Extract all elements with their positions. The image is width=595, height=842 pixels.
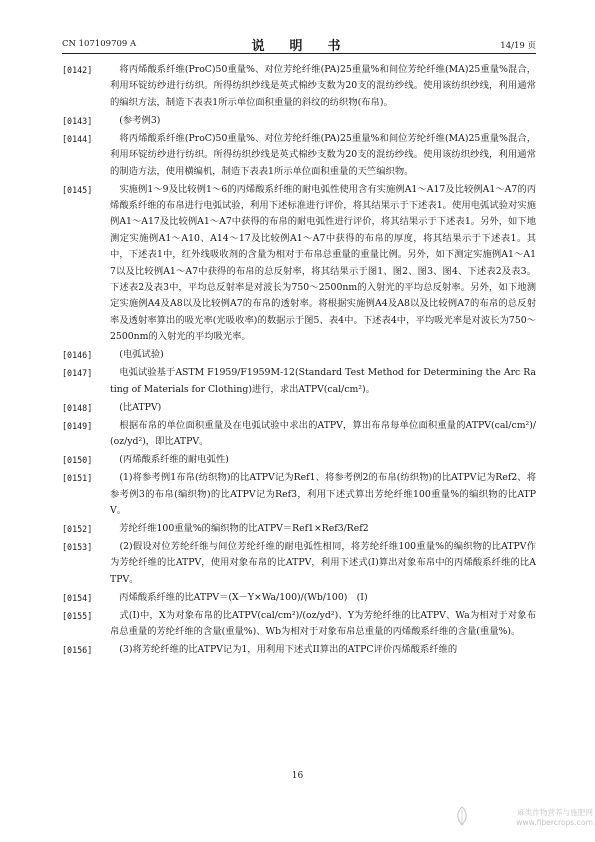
paragraph-text: (电弧试验) [110,349,164,361]
paragraph-number: [0145] [62,184,93,195]
paragraph-text: 式(I)中，X为对象布帛的比ATPV(cal/cm²)/(oz/yd²)、Y为芳纶纤维的比ATPV、Wa为相对于对象布帛总重量的芳纶纤维的含量(重量%)、Wb为相对于对象布帛总重量的丙烯酸系纤维的含量(重量%)。 [110,609,536,638]
paragraph-0144 [62,131,536,180]
watermark-url: www.fibercrops.com [516,818,593,827]
watermark-cn: 麻类作物营养与施肥网 [517,808,593,817]
paragraph-text: 电弧试验基于ASTM F1959/F1959M-12(Standard Test Method for Determining the Arc Rating of Materials for Clothing)进行，求出ATPV(cal/cm²)。 [110,367,536,395]
paragraph-0143 [62,113,536,129]
paragraph-0155 [62,608,536,641]
paragraph-text: 将丙烯酸系纤维(ProC)50重量%、对位芳纶纤维(PA)25重量%和间位芳纶纤维(MA)25重量%混合，利用环锭纺纱进行纺织。所得纺织纱线是英式棉纱支数为20支的混纺纱线。使用该纺织纱线，利用通常的编织方法，制造下表表1所示单位面积重量的斜纹的纺织物(布帛)。 [110,64,536,108]
paragraph-text: 芳纶纤维100重量%的编织物的比ATPV＝Ref1×Ref3/Ref2 [110,522,369,534]
paragraph-number: [0151] [62,473,93,484]
paragraph-number: [0144] [62,133,93,144]
paragraph-number: [0143] [62,115,93,126]
paragraph-0142 [62,62,536,111]
paragraph-0151 [62,470,536,519]
document-number: CN 107109709 A [62,39,137,49]
paragraph-text: (1)将参考例1布帛(纺织物)的比ATPV记为Ref1、将参考例2的布帛(纺织物)的比ATPV记为Ref2、将参考例3的布帛(编织物)的比ATPV记为Ref3，利用下述式算出芳纶纤维100重量%的编织物的比ATPV。 [110,472,536,516]
paragraph-0150 [62,452,536,468]
paragraph-number: [0148] [62,402,93,413]
paragraph-text: 将丙烯酸系纤维(ProC)50重量%、对位芳纶纤维(PA)25重量%和间位芳纶纤维(MA)25重量%混合，利用环锭纺纱进行纺织。所得纺织纱线是英式棉纱支数为20支的混纺纱线。使用该纺织纱线，利用通常的制造方法，使用横编机，制造下表表1所示单位面积重量的天竺编织物。 [110,132,536,177]
page-info: 14/19 页 [500,41,536,51]
watermark [458,808,593,828]
paragraph-number: [0149] [62,420,93,431]
paragraph-text: (比ATPV) [110,401,162,413]
page-number: 16 [291,771,304,781]
paragraph-0153 [62,539,536,588]
leaf-logo-icon [454,806,470,826]
paragraph-text: 根据布帛的单位面积重量及在电弧试验中求出的ATPV，算出布帛每单位面积重量的ATPV(cal/cm²)/(oz/yd²)，即比ATPV。 [110,419,536,448]
paragraph-0148 [62,400,536,416]
paragraph-text: 实施例1～9及比较例1～6的丙烯酸系纤维的耐电弧性使用含有实施例A1～A17及比较例A1～A7的丙烯酸系纤维的布帛进行电弧试验，利用下述标准进行评价，将其结果示于下述表1。使用电弧试验对实施例A1～A17及比较例A1～A7中获得的布帛的耐电弧性进行评价，将其结果示于下述表1。另外，如下地测定实施例A1～A10、A14～17及比较例A1～A7中获得的布帛的厚度，将其结果示于下述表1。其中，下述表1中，红外线吸收剂的含量为相对于布帛总重量的重量比例。另外，如下测定实施例A1～A17以及比较例A1～A7中获得的布帛的总反射率，将其结果示于图1、图2、图3、图4、下述表2及表3。下述表2及表3中，平均总反射率是对波长为750～2500nm的入射光的平均总反射率。另外，如下地测定实施例A4及A8以及比较例A7的布帛的透射率。将根据实施例A4及A8以及比较例A7的布帛的总反射率及透射率算出的吸光率(光吸收率)的数据示于图5、表4中。下述表4中，平均吸光率是对波长为750～2500nm的入射光的平均吸光率。 [110,183,536,343]
paragraph-number: [0155] [62,610,93,621]
paragraph-0147 [62,365,536,398]
paragraph-0146 [62,347,536,363]
paragraph-0145 [62,182,536,346]
document-title: 说 明 书 [251,39,347,54]
paragraph-0149 [62,418,536,451]
paragraph-number: [0150] [62,455,93,466]
paragraph-text: (丙烯酸系纤维的耐电弧性) [110,454,229,466]
paragraph-0154 [62,590,536,606]
paragraph-text: (2)假设对位芳纶纤维与间位芳纶纤维的耐电弧性相同，将芳纶纤维100重量%的编织物的比ATPV作为芳纶纤维的比ATPV，使用对象布帛的比ATPV，利用下述式(I)算出对象布帛中的丙烯酸系纤维的比ATPV。 [110,540,536,585]
paragraph-number: [0153] [62,541,93,552]
paragraph-0152 [62,521,536,537]
paragraph-number: [0154] [62,592,93,603]
paragraph-number: [0152] [62,523,93,534]
paragraph-number: [0142] [62,65,93,75]
paragraph-0156 [62,642,536,658]
paragraph-text: (参考例3) [110,114,161,126]
page-header [62,37,536,54]
paragraph-text: (3)将芳纶纤维的比ATPV记为1，用利用下述式II算出的ATPC评价丙烯酸系纤维的 [110,644,458,656]
body-text [62,62,536,660]
paragraph-number: [0146] [62,350,93,361]
paragraph-number: [0156] [62,645,93,656]
paragraph-number: [0147] [62,368,93,379]
paragraph-text: 丙烯酸系纤维的比ATPV＝(X－Y×Wa/100)/(Wb/100) (I) [110,591,368,603]
